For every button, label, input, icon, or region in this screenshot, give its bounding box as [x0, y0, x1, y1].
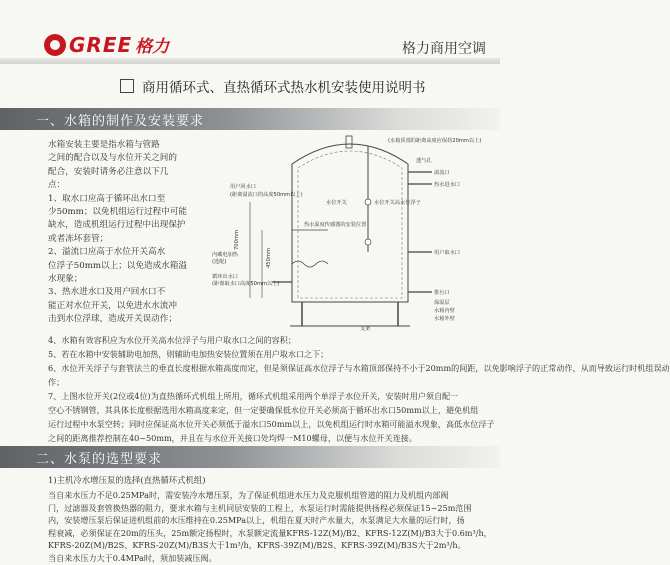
- note-line: 之间的距离推荐控制在40~50mm，并且在与水位开关接口处均焊一M10螺母，以便与水位开关连接。: [48, 433, 417, 443]
- intro-line: 3、热水进水口及用户回水口不: [48, 287, 166, 298]
- label-temp-sensor: 热水温度传感器的安装位置: [304, 222, 367, 228]
- pump-spec-line: 内，安装增压泵后保证进机组前的水压维持在0.25MPa以上，机组在夏天时产水量大，水泵满足大水量的运行时，扬: [48, 515, 465, 526]
- intro-line: 之间的配合以及与水位开关之间的: [48, 153, 177, 164]
- label-top-note: (水箱顶部的距离高度应保持20mm以上): [388, 138, 482, 144]
- label-insulation: 保温层: [434, 300, 450, 306]
- note-line: 作；: [48, 377, 65, 387]
- logo-text: GREE: [69, 32, 133, 57]
- manual-title: [120, 76, 426, 96]
- intro-line: 1、取水口应高于循环出水口至: [48, 193, 166, 204]
- intro-line: 点：: [48, 180, 66, 191]
- label-cycle-note: (距离取水口高度50mm以上): [212, 281, 280, 287]
- water-tank-diagram: [210, 132, 495, 332]
- label-user-outlet: 用户取水口: [434, 250, 460, 256]
- section-1-heading-text: 一、水箱的制作及安装要求: [36, 114, 205, 129]
- high-float: [365, 199, 371, 205]
- brand-caption: 格力商用空调: [402, 41, 486, 57]
- intro-line: 水箱安装主要是指水箱与管路: [48, 140, 160, 150]
- gree-logo-icon: [44, 34, 66, 56]
- label-user-return-note: (距离溢流口的高度50mm以上): [230, 192, 303, 198]
- label-support: 支架: [360, 326, 371, 332]
- pump-spec-line: 当自来水压力大于0.4MPa时，须加装减压阀。: [48, 552, 217, 563]
- pump-spec-line: 当自来水压力不足0.25MPa时，需安装冷水增压泵，为了保证机组进水压力及克服机组管道的阻力及机组内部阀: [48, 490, 449, 500]
- intro-line: 2、溢流口应高于水位开关高水: [48, 247, 166, 258]
- gree-logo: [44, 32, 169, 57]
- label-h450: 450mm: [266, 247, 272, 268]
- label-level-switch: 水位开关: [326, 200, 347, 206]
- intro-line: 水现象；: [48, 274, 83, 285]
- section-2-body: [48, 489, 498, 565]
- intro-line: 缺水，造成机组运行过程中出现保护: [48, 220, 186, 231]
- section-2-subheading: 1)主机冷水增压泵的选择(直热循环式机组): [48, 475, 206, 485]
- intro-line: 少50mm；以免机组运行过程中可能: [48, 207, 187, 218]
- intro-line: 能正对水位开关，以免进水水流冲: [48, 300, 177, 311]
- manual-title-text: 商用循环式、直热循环式热水机安装使用说明书: [142, 80, 426, 96]
- note-line: 5、若在水箱中安装辅助电加热，则辅助电加热安装位置须在用户取水口之下；: [48, 349, 329, 359]
- label-cycle-outlet: 循环出水口: [212, 274, 238, 280]
- heater-coil: [292, 261, 328, 267]
- note-line: 4、水箱有效容积应为水位开关高水位浮子与用户取水口之间的容积；: [48, 335, 296, 345]
- label-overflow: 溢流口: [434, 170, 450, 176]
- section-1-notes: [48, 333, 670, 445]
- pump-spec-line: 门，过滤器及套管换热器的阻力，要求水箱与主机同层安装的工程上，水泵运行时需能提供扬程必须保证15~25m范围: [48, 502, 472, 513]
- label-hot-inlet: 热水进水口: [434, 182, 460, 188]
- note-line: 6、水位开关浮子与套管法兰的垂直长度根据水箱高度而定，但是须保证高水位浮子与水箱顶部保持不小于20mm的间距，以免影响浮子的正常动作，从而导致运行时机组误动: [48, 363, 670, 373]
- note-line: 空心不锈钢管，其具体长度根据选用水箱高度来定，但一定要确保低水位开关必须高于循环出水口50mm以上，避免机组: [48, 405, 479, 415]
- label-inner-wall: 水箱内壁: [434, 308, 455, 314]
- intro-line: 或者冻坏套管；: [48, 233, 109, 244]
- intro-line: 位浮子50mm以上；以免造成水箱溢: [48, 260, 187, 271]
- pump-spec-line: 程衰减，必须保证在20m的压头，25m额定扬程时，水泵额定流量KFRS-12Z(M)/B2、KFRS-12Z(M)/B3大于0.6m³/h，: [48, 527, 492, 538]
- label-h700: 700mm: [234, 229, 240, 250]
- label-outer-wall: 水箱外壁: [434, 316, 455, 322]
- intro-line: 配合，安装时请务必注意以下几: [48, 166, 169, 177]
- section-1-heading: [0, 108, 500, 130]
- note-line: 7、上图水位开关(2位或4位)为直热循环式机组上所用，循环式机组采用两个单浮子水位开关，安装时用户须自配一: [48, 391, 459, 401]
- header-divider: [0, 58, 500, 64]
- label-level-float: 水位开关高水位浮子: [374, 200, 421, 206]
- low-float: [365, 239, 371, 245]
- label-vent: 透气孔: [416, 158, 432, 164]
- note-line: 运行过程中水泵空转；同时应保证高水位开关必须低于溢水口50mm以上，以免机组运行时水箱可能溢水现象，高低水位浮子: [48, 419, 495, 429]
- vent-pipe: [346, 136, 352, 148]
- intro-line: 击到水位浮球，造成开关误动作；: [48, 314, 177, 325]
- section-1-intro: [48, 139, 208, 327]
- label-drain: 排污口: [434, 290, 450, 296]
- label-user-return: 用户回水口: [230, 184, 256, 190]
- pump-spec-line: KFRS-20Z(M)/B2S、KFRS-20Z(M)/B3S大于1m³/h，KFRS-39Z(M)/B2S、KFRS-39Z(M)/B3S大于2m³/h。: [48, 540, 466, 551]
- label-el-heater: 内藏电加热: [212, 252, 238, 258]
- label-el-heater-note: (选配): [212, 259, 227, 265]
- section-2-heading: [0, 446, 500, 468]
- section-2-heading-text: 二、水泵的选型要求: [36, 452, 163, 467]
- title-checkbox-icon: [120, 79, 134, 93]
- logo-cn-text: 格力: [135, 37, 170, 57]
